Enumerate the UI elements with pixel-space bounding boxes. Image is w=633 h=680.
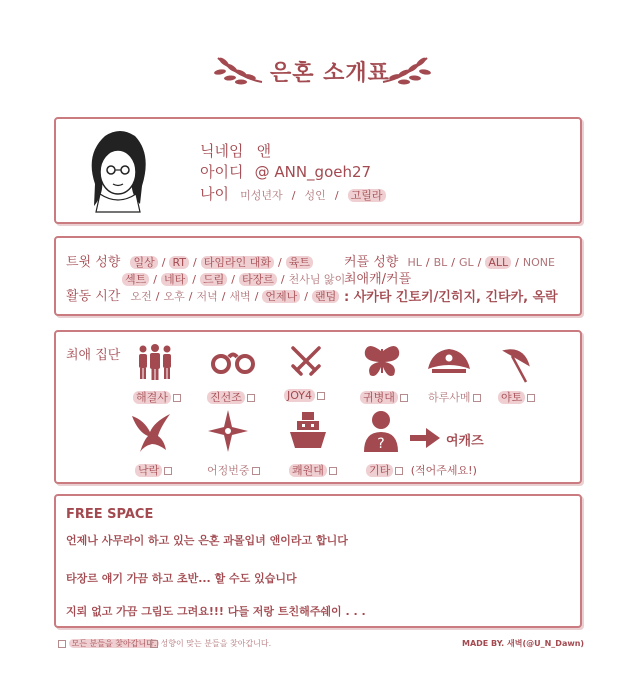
checkbox[interactable] <box>252 467 260 475</box>
id-value: @ ANN_goeh27 <box>254 163 372 181</box>
free-space-line: 지뢰 없고 가끔 그림도 그려요!!! 다들 저랑 트친해주쉐이 . . . <box>66 605 366 618</box>
age-option-selected[interactable]: 고릴라 <box>348 189 386 202</box>
checkbox[interactable] <box>473 394 481 402</box>
group-label-selected: 기타 <box>366 464 393 477</box>
couple-option[interactable]: BL <box>433 256 448 269</box>
couple-option[interactable]: GL <box>459 256 474 269</box>
couple-option-selected[interactable]: ALL <box>485 256 511 269</box>
group-label-selected: 진선조 <box>207 391 245 404</box>
credit: MADE BY. 새벽(@U_N_Dawn) <box>462 639 585 648</box>
time-option[interactable]: 언제나 <box>262 290 300 303</box>
tweet-pref-row1: 트윗 성향 일상 / RT / 타임라인 대화 / 육트 <box>66 251 313 270</box>
fav-couple-label: 최애캐/커플 <box>344 272 412 287</box>
checkbox[interactable] <box>58 640 66 648</box>
footer-option-label: 성향이 맞는 분들을 찾아갑니다. <box>160 639 272 648</box>
group-label-selected: 낙락 <box>135 464 162 477</box>
mystery-person-icon <box>362 410 400 452</box>
fav-couple-value: : 사카타 긴토키/긴히지, 긴타카, 옥락 <box>344 290 558 305</box>
tweet-option[interactable]: 육트 <box>286 256 313 269</box>
group-item[interactable] <box>284 389 325 402</box>
tweet-option[interactable]: 천사님 앓이 <box>288 273 346 286</box>
group-other-note: (적어주세요!) <box>410 464 477 477</box>
couple-option[interactable]: NONE <box>522 256 555 269</box>
tweet-option[interactable]: RT <box>169 256 189 269</box>
tweet-option[interactable]: 섹트 <box>122 273 149 286</box>
nickname-row <box>200 140 271 161</box>
age-option[interactable]: 미성년자 <box>240 189 283 202</box>
activity-time-label: 활동 시간 <box>66 289 121 304</box>
group-label-selected: JOY4 <box>284 389 315 402</box>
svg-text:?: ? <box>377 436 385 452</box>
checkbox[interactable] <box>527 394 535 402</box>
tweet-option[interactable]: 드림 <box>200 273 227 286</box>
butterfly-icon <box>362 343 402 379</box>
arrow-target-label: 여캐즈 <box>446 434 484 449</box>
checkbox[interactable] <box>164 467 172 475</box>
free-space-line: 타장르 얘기 가끔 하고 초반... 할 수도 있습니다 <box>66 572 297 585</box>
checkbox[interactable] <box>329 467 337 475</box>
group-item[interactable] <box>289 462 337 478</box>
free-space-line: 언제나 사무라이 하고 있는 은혼 과몰입녀 앤이라고 합니다 <box>66 534 348 547</box>
group-item[interactable] <box>366 462 477 478</box>
time-option[interactable]: 저녁 <box>196 290 218 303</box>
checkbox[interactable] <box>395 467 403 475</box>
avatar <box>80 124 155 214</box>
group-label-selected: 쾌원대 <box>289 464 327 477</box>
handcuffs-icon <box>210 347 256 377</box>
activity-time-row: 활동 시간 오전 / 오후 / 저녁 / 새벽 / 언제나 / 랜덤 <box>66 285 339 304</box>
shuriken-icon <box>208 410 248 452</box>
footer-option-label: 모든 분들을 찾아갑니다. <box>69 639 160 648</box>
group-item[interactable] <box>133 389 181 405</box>
group-label: 어정번중 <box>207 464 250 477</box>
couple-pref-label: 커플 성향 <box>344 255 399 270</box>
age-label: 나이 <box>200 185 229 203</box>
tweet-pref-label: 트윗 성향 <box>66 255 121 270</box>
time-option[interactable]: 오전 <box>130 290 152 303</box>
umbrella-icon <box>496 344 532 384</box>
arrow-right-icon <box>410 428 440 448</box>
time-option[interactable]: 랜덤 <box>312 290 339 303</box>
tweet-option[interactable]: 타임라인 대화 <box>201 256 274 269</box>
nickname-value: 앤 <box>256 142 272 160</box>
group-label-selected: 야토 <box>498 391 525 404</box>
group-label-selected: 귀병대 <box>360 391 398 404</box>
laurel-right-icon <box>380 52 435 88</box>
group-item[interactable] <box>360 389 408 405</box>
group-item[interactable] <box>428 389 481 405</box>
group-item[interactable] <box>498 389 535 405</box>
id-row <box>200 161 371 182</box>
page-title: 은혼 소개표 <box>270 61 390 86</box>
checkbox[interactable] <box>400 394 408 402</box>
age-option[interactable]: 성인 <box>304 189 326 202</box>
checkbox[interactable] <box>173 394 181 402</box>
pirate-hat-icon <box>426 347 472 377</box>
checkbox[interactable] <box>150 640 158 648</box>
couple-pref-row: 커플 성향 HL / BL / GL / ALL / NONE <box>344 255 555 270</box>
checkbox[interactable] <box>247 394 255 402</box>
couple-option[interactable]: HL <box>407 256 422 269</box>
time-option[interactable]: 새벽 <box>229 290 251 303</box>
group-item[interactable] <box>207 462 260 478</box>
ship-icon <box>288 410 328 452</box>
group-item[interactable] <box>135 462 172 478</box>
free-space-label: FREE SPACE <box>66 507 154 522</box>
id-label: 아이디 <box>200 163 244 181</box>
group-label: 하루사메 <box>428 391 471 404</box>
group-item[interactable] <box>207 389 255 405</box>
footer-option[interactable] <box>148 638 271 649</box>
people-icon <box>135 344 175 380</box>
checkbox[interactable] <box>317 392 325 400</box>
time-option[interactable]: 오후 <box>163 290 185 303</box>
tweet-pref-row2: 섹트 / 네타 / 드림 / 타장르 / 천사님 앓이 <box>122 268 345 287</box>
laurel-left-icon <box>210 52 265 88</box>
crossed-swords-icon <box>288 343 324 379</box>
tweet-option[interactable]: 네타 <box>161 273 188 286</box>
groups-label: 최애 집단 <box>66 348 121 363</box>
group-label-selected: 해결사 <box>133 391 171 404</box>
tweet-option[interactable]: 타장르 <box>239 273 277 286</box>
nickname-label: 닉네임 <box>200 142 244 160</box>
age-row: 나이 미성년자 / 성인 / 고릴라 <box>200 183 386 204</box>
footer-option[interactable] <box>56 638 159 649</box>
tweet-option[interactable]: 일상 <box>130 256 157 269</box>
eagle-icon <box>130 410 176 454</box>
